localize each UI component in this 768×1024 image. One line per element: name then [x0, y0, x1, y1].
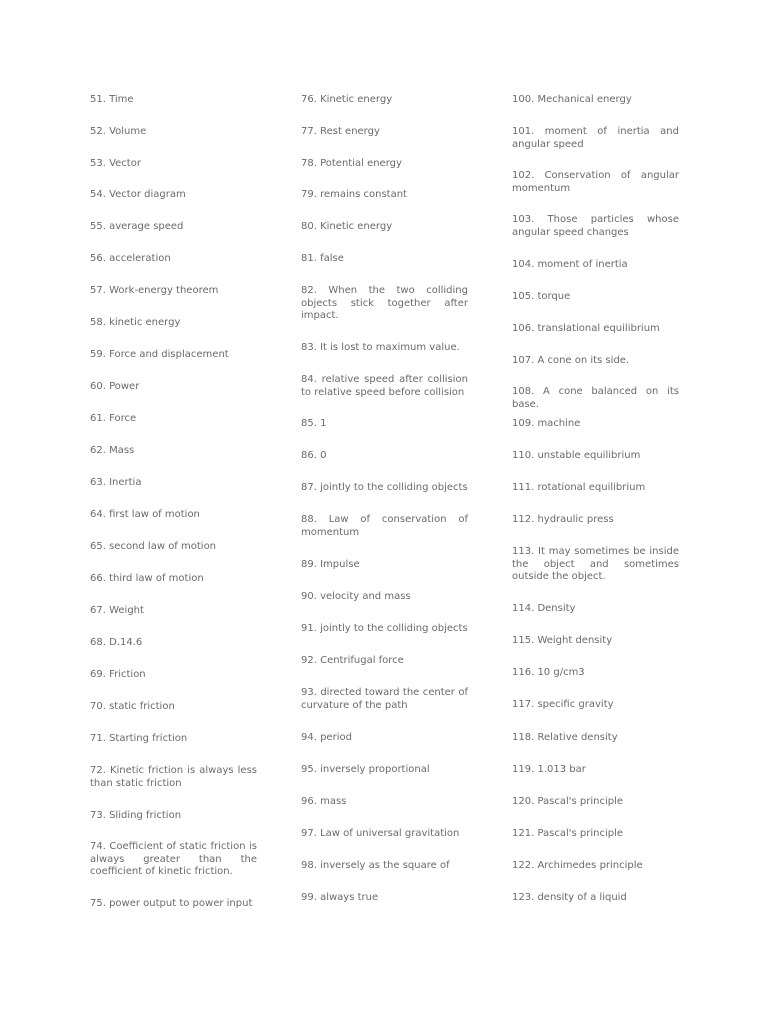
answer-item: 86. 0 [301, 450, 327, 461]
answer-item: 80. Kinetic energy [301, 221, 393, 232]
answer-item: 88. Law of conservation of momentum [301, 514, 468, 538]
answer-item: 92. Centrifugal force [301, 655, 404, 666]
answer-item: 55. average speed [90, 221, 184, 232]
answer-item: 54. Vector diagram [90, 189, 186, 200]
answer-item: 107. A cone on its side. [512, 355, 630, 366]
answer-item: 78. Potential energy [301, 158, 402, 169]
answer-item: 112. hydraulic press [512, 514, 614, 525]
answer-item: 89. Impulse [301, 559, 360, 570]
answer-item: 123. density of a liquid [512, 892, 627, 903]
answer-item: 102. Conservation of angular momentum [512, 170, 679, 194]
answer-item: 70. static friction [90, 701, 175, 712]
answer-item: 82. When the two colliding objects stick together after impact. [301, 285, 468, 321]
answer-item: 101. moment of inertia and angular speed [512, 126, 679, 150]
answer-item: 114. Density [512, 603, 576, 614]
answer-item: 93. directed toward the center of curvature of the path [301, 687, 468, 711]
answer-item: 69. Friction [90, 669, 146, 680]
answer-item: 119. 1.013 bar [512, 764, 586, 775]
answer-item: 105. torque [512, 291, 571, 302]
answer-item: 72. Kinetic friction is always less than static friction [90, 765, 257, 789]
answer-item: 52. Volume [90, 126, 147, 137]
answer-item: 109. machine [512, 418, 581, 429]
answer-item: 94. period [301, 732, 352, 743]
answer-item: 79. remains constant [301, 189, 407, 200]
answer-item: 85. 1 [301, 418, 327, 429]
answer-item: 104. moment of inertia [512, 259, 628, 270]
answer-item: 96. mass [301, 796, 347, 807]
answer-item: 103. Those particles whose angular speed changes [512, 214, 679, 238]
answer-item: 87. jointly to the colliding objects [301, 482, 468, 493]
answer-item: 74. Coefficient of static friction is always greater than the coefficient of kinetic friction. [90, 841, 257, 877]
answer-item: 59. Force and displacement [90, 349, 229, 360]
answer-item: 71. Starting friction [90, 733, 188, 744]
answer-item: 67. Weight [90, 605, 144, 616]
answer-item: 111. rotational equilibrium [512, 482, 646, 493]
answer-item: 95. inversely proportional [301, 764, 430, 775]
answer-item: 100. Mechanical energy [512, 94, 632, 105]
answer-item: 118. Relative density [512, 732, 618, 743]
answer-item: 108. A cone balanced on its base. [512, 386, 679, 410]
answer-item: 62. Mass [90, 445, 135, 456]
answer-item: 73. Sliding friction [90, 810, 182, 821]
answer-item: 68. D.14.6 [90, 637, 143, 648]
answer-item: 91. jointly to the colliding objects [301, 623, 468, 634]
answer-item: 53. Vector [90, 158, 141, 169]
answer-item: 122. Archimedes principle [512, 860, 643, 871]
answer-item: 65. second law of motion [90, 541, 217, 552]
answer-item: 115. Weight density [512, 635, 613, 646]
answer-item: 106. translational equilibrium [512, 323, 660, 334]
answer-item: 63. Inertia [90, 477, 142, 488]
answer-item: 66. third law of motion [90, 573, 204, 584]
answer-item: 75. power output to power input [90, 898, 253, 909]
answer-item: 57. Work-energy theorem [90, 285, 219, 296]
answer-item: 61. Force [90, 413, 137, 424]
answer-item: 120. Pascal's principle [512, 796, 624, 807]
answer-item: 113. It may sometimes be inside the object and sometimes outside the object. [512, 546, 679, 582]
answer-item: 121. Pascal's principle [512, 828, 624, 839]
answer-item: 99. always true [301, 892, 379, 903]
answer-item: 98. inversely as the square of [301, 860, 450, 871]
answer-item: 81. false [301, 253, 344, 264]
answer-item: 56. acceleration [90, 253, 171, 264]
answer-item: 77. Rest energy [301, 126, 380, 137]
answer-item: 51. Time [90, 94, 134, 105]
answer-item: 90. velocity and mass [301, 591, 411, 602]
answer-item: 64. first law of motion [90, 509, 200, 520]
answer-item: 116. 10 g/cm3 [512, 667, 585, 678]
answer-item: 97. Law of universal gravitation [301, 828, 460, 839]
answer-item: 117. specific gravity [512, 699, 614, 710]
answer-item: 110. unstable equilibrium [512, 450, 641, 461]
answer-item: 84. relative speed after collision to relative speed before collision [301, 374, 468, 398]
answer-item: 83. It is lost to maximum value. [301, 342, 460, 353]
answer-item: 76. Kinetic energy [301, 94, 393, 105]
answer-item: 60. Power [90, 381, 140, 392]
answer-item: 58. kinetic energy [90, 317, 181, 328]
